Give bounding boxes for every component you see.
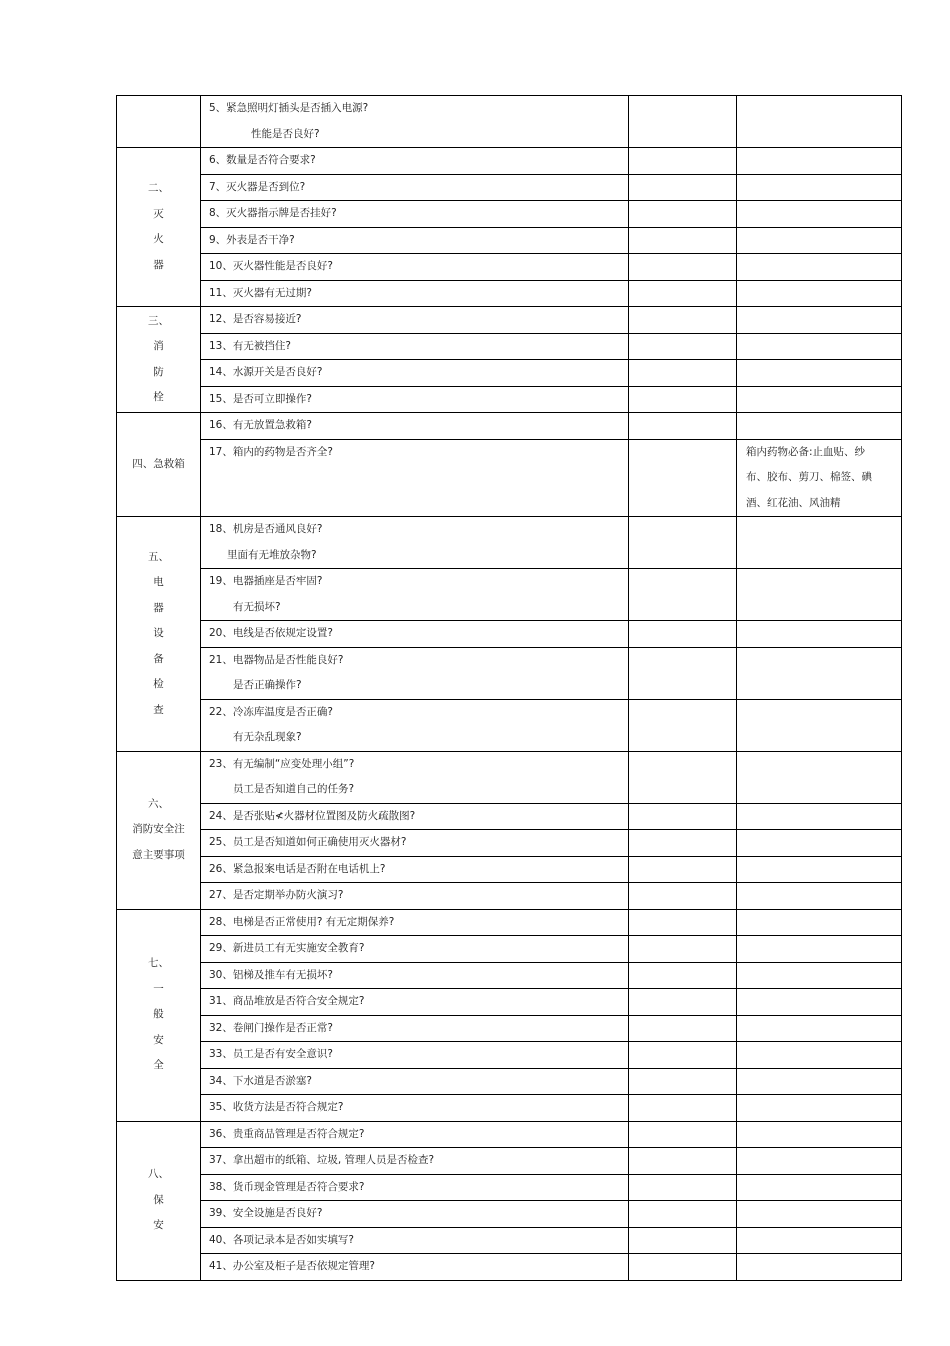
remark-cell[interactable]: [737, 1015, 902, 1042]
category-label: 电: [153, 576, 164, 588]
check-item-cell: [201, 989, 629, 1016]
result-cell[interactable]: [629, 96, 737, 148]
check-item-text: 39、安全设施是否良好?: [209, 1207, 323, 1219]
check-item-text: 30、铝梯及推车有无损坏?: [209, 968, 333, 981]
check-item-cell: [201, 227, 629, 254]
category-cell: [117, 413, 201, 517]
category-cell: [117, 96, 201, 148]
check-item-text: 18、机房是否通风良好?: [209, 523, 323, 535]
category-cell: [117, 307, 201, 413]
checklist-row: [117, 1254, 902, 1281]
check-item-cell: [201, 647, 629, 699]
result-cell[interactable]: [629, 621, 737, 648]
remark-text: 布、胶布、剪刀、棉签、碘: [746, 471, 872, 483]
result-cell[interactable]: [629, 909, 737, 936]
check-item-text: 9、外表是否干净?: [209, 233, 295, 246]
result-cell[interactable]: [629, 1095, 737, 1122]
result-cell[interactable]: [629, 699, 737, 751]
category-label: 检: [153, 678, 164, 690]
check-item-cell: [201, 1201, 629, 1228]
category-cell: [117, 148, 201, 307]
checklist-row: [117, 517, 902, 569]
remark-cell[interactable]: [737, 962, 902, 989]
remark-cell[interactable]: [737, 803, 902, 830]
check-item-subtext: 有无杂乱现象?: [233, 731, 302, 743]
category-label: 安: [153, 1219, 164, 1232]
remark-cell[interactable]: [737, 307, 902, 334]
result-cell[interactable]: [629, 830, 737, 857]
result-cell[interactable]: [629, 1201, 737, 1228]
result-cell[interactable]: [629, 936, 737, 963]
result-cell[interactable]: [629, 1042, 737, 1069]
remark-cell[interactable]: [737, 227, 902, 254]
check-item-text: 34、下水道是否淤塞?: [209, 1074, 312, 1087]
checklist-row: [117, 148, 902, 175]
checklist-row: [117, 936, 902, 963]
checklist-row: [117, 413, 902, 440]
check-item-text: 19、电器插座是否牢固?: [209, 575, 323, 587]
check-item-text: 40、各项记录本是否如实填写?: [209, 1233, 354, 1246]
check-item-cell: [201, 254, 629, 281]
check-item-cell: [201, 1148, 629, 1175]
check-item-cell: [201, 803, 629, 830]
result-cell[interactable]: [629, 1121, 737, 1148]
remark-cell[interactable]: [737, 201, 902, 228]
checklist-row: [117, 1121, 902, 1148]
result-cell[interactable]: [629, 280, 737, 307]
category-label: 消防安全注: [132, 823, 185, 836]
remark-cell[interactable]: [737, 413, 902, 440]
check-item-text: 20、电线是否依规定设置?: [209, 627, 333, 639]
result-cell[interactable]: [629, 1254, 737, 1281]
check-item-text: 5、紧急照明灯插头是否插入电源?: [209, 102, 369, 114]
check-item-text: 8、灭火器指示牌是否挂好?: [209, 207, 337, 219]
remark-cell[interactable]: [737, 280, 902, 307]
remark-cell[interactable]: [737, 830, 902, 857]
check-item-cell: [201, 883, 629, 910]
result-cell[interactable]: [629, 148, 737, 175]
category-label: 意主要事项: [132, 848, 185, 861]
check-item-text: 38、货币现金管理是否符合要求?: [209, 1180, 365, 1193]
category-label: 全: [153, 1059, 164, 1072]
check-item-text: 26、紧急报案电话是否附在电话机上?: [209, 862, 386, 875]
check-item-text: 23、有无编制“应变处理小组”?: [209, 757, 355, 770]
check-item-cell: [201, 174, 629, 201]
remark-cell[interactable]: [737, 1068, 902, 1095]
safety-checklist-table: [116, 95, 902, 1281]
check-item-text: 25、员工是否知道如何正确使用灭火器材?: [209, 836, 407, 848]
check-item-cell: [201, 962, 629, 989]
check-item-cell: [201, 1227, 629, 1254]
checklist-row: [117, 883, 902, 910]
check-item-text: 7、灭火器是否到位?: [209, 180, 306, 193]
result-cell[interactable]: [629, 803, 737, 830]
check-item-text: 35、收货方法是否符合规定?: [209, 1101, 344, 1113]
category-label: 一: [153, 982, 164, 995]
checklist-row: [117, 1068, 902, 1095]
remark-cell[interactable]: [737, 96, 902, 148]
result-cell[interactable]: [629, 174, 737, 201]
category-label: 保: [153, 1193, 164, 1206]
checklist-row: [117, 360, 902, 387]
check-item-subtext: 是否正确操作?: [233, 679, 302, 691]
category-label: 器: [153, 258, 164, 271]
check-item-text: 37、拿出超市的纸箱、垃圾, 管理人员是否检查?: [209, 1154, 435, 1166]
remark-cell[interactable]: [737, 989, 902, 1016]
check-item-text: 10、灭火器性能是否良好?: [209, 260, 333, 272]
check-item-text: 12、是否容易接近?: [209, 313, 302, 325]
result-cell[interactable]: [629, 360, 737, 387]
checklist-row: [117, 333, 902, 360]
checklist-row: [117, 227, 902, 254]
category-cell: [117, 909, 201, 1121]
remark-cell[interactable]: [737, 883, 902, 910]
safety-checklist-sheet: [116, 95, 901, 1272]
check-item-text: 15、是否可立即操作?: [209, 392, 312, 405]
checklist-row: [117, 1095, 902, 1122]
checklist-row: [117, 803, 902, 830]
remark-cell[interactable]: [737, 333, 902, 360]
result-cell[interactable]: [629, 254, 737, 281]
check-item-cell: [201, 517, 629, 569]
category-label: 灭: [153, 207, 164, 220]
check-item-cell: [201, 621, 629, 648]
checklist-row: [117, 307, 902, 334]
check-item-cell: [201, 751, 629, 803]
check-item-subtext: 性能是否良好?: [251, 127, 320, 140]
remark-cell[interactable]: [737, 517, 902, 569]
result-cell[interactable]: [629, 1148, 737, 1175]
category-label: 四、急救箱: [132, 457, 185, 470]
checklist-row: [117, 1015, 902, 1042]
category-label: 查: [153, 703, 164, 716]
check-item-cell: [201, 386, 629, 413]
check-item-subtext: 里面有无堆放杂物?: [227, 548, 317, 561]
category-label: 备: [153, 652, 164, 665]
category-label: 设: [153, 627, 164, 639]
check-item-cell: [201, 830, 629, 857]
check-item-cell: [201, 439, 629, 517]
checklist-row: [117, 699, 902, 751]
check-item-text: 14、水源开关是否良好?: [209, 366, 323, 378]
remark-cell[interactable]: [737, 569, 902, 621]
remark-cell[interactable]: [737, 439, 902, 517]
result-cell[interactable]: [629, 1015, 737, 1042]
check-item-text: 13、有无被挡住?: [209, 339, 291, 352]
result-cell[interactable]: [629, 307, 737, 334]
check-item-text: 31、商品堆放是否符合安全规定?: [209, 995, 365, 1007]
remark-cell[interactable]: [737, 1042, 902, 1069]
category-cell: [117, 517, 201, 752]
checklist-row: [117, 1148, 902, 1175]
check-item-cell: [201, 280, 629, 307]
checklist-row: [117, 96, 902, 148]
checklist-row: [117, 386, 902, 413]
check-item-cell: [201, 699, 629, 751]
category-label: 防: [153, 365, 164, 378]
category-cell: [117, 1121, 201, 1280]
category-label: 三、: [148, 314, 169, 327]
checklist-row: [117, 174, 902, 201]
check-item-cell: [201, 307, 629, 334]
remark-cell[interactable]: [737, 148, 902, 175]
result-cell[interactable]: [629, 883, 737, 910]
remark-cell[interactable]: [737, 1201, 902, 1228]
category-label: 六、: [148, 797, 169, 810]
check-item-text: 32、卷闸门操作是否正常?: [209, 1021, 333, 1034]
checklist-row: [117, 1201, 902, 1228]
check-item-cell: [201, 936, 629, 963]
remark-cell[interactable]: [737, 909, 902, 936]
result-cell[interactable]: [629, 386, 737, 413]
check-item-cell: [201, 1042, 629, 1069]
check-item-cell: [201, 201, 629, 228]
check-item-text: 29、新进员工有无实施安全教育?: [209, 942, 365, 954]
check-item-cell: [201, 856, 629, 883]
check-item-text: 33、员工是否有安全意识?: [209, 1048, 333, 1060]
check-item-cell: [201, 909, 629, 936]
check-item-subtext: 有无损坏?: [233, 600, 281, 613]
category-label: 火: [153, 233, 164, 245]
category-label: 二、: [148, 182, 169, 194]
check-item-cell: [201, 360, 629, 387]
checklist-body: [117, 96, 902, 1281]
remark-cell[interactable]: [737, 936, 902, 963]
check-item-cell: [201, 1015, 629, 1042]
checklist-row: [117, 751, 902, 803]
check-item-cell: [201, 1095, 629, 1122]
result-cell[interactable]: [629, 227, 737, 254]
result-cell[interactable]: [629, 1068, 737, 1095]
check-item-text: 36、贵重商品管理是否符合规定?: [209, 1127, 365, 1140]
checklist-row: [117, 647, 902, 699]
check-item-cell: [201, 413, 629, 440]
result-cell[interactable]: [629, 569, 737, 621]
result-cell[interactable]: [629, 439, 737, 517]
checklist-row: [117, 830, 902, 857]
remark-cell[interactable]: [737, 1148, 902, 1175]
remark-cell[interactable]: [737, 699, 902, 751]
result-cell[interactable]: [629, 517, 737, 569]
check-item-text: 11、灭火器有无过期?: [209, 286, 312, 299]
check-item-text: 28、电梯是否正常使用? 有无定期保养?: [209, 915, 395, 928]
category-label: 五、: [148, 550, 169, 563]
checklist-row: [117, 280, 902, 307]
check-item-cell: [201, 333, 629, 360]
checklist-row: [117, 856, 902, 883]
result-cell[interactable]: [629, 413, 737, 440]
check-item-cell: [201, 96, 629, 148]
result-cell[interactable]: [629, 1174, 737, 1201]
category-label: 安: [153, 1033, 164, 1046]
result-cell[interactable]: [629, 962, 737, 989]
checklist-row: [117, 962, 902, 989]
checklist-row: [117, 989, 902, 1016]
result-cell[interactable]: [629, 751, 737, 803]
result-cell[interactable]: [629, 333, 737, 360]
checklist-row: [117, 201, 902, 228]
result-cell[interactable]: [629, 647, 737, 699]
remark-cell[interactable]: [737, 621, 902, 648]
checklist-row: [117, 621, 902, 648]
remark-cell[interactable]: [737, 1095, 902, 1122]
remark-cell[interactable]: [737, 751, 902, 803]
checklist-row: [117, 909, 902, 936]
remark-cell[interactable]: [737, 1121, 902, 1148]
category-cell: [117, 751, 201, 909]
check-item-text: 16、有无放置急救箱?: [209, 419, 312, 431]
check-item-cell: [201, 1174, 629, 1201]
remark-cell[interactable]: [737, 254, 902, 281]
result-cell[interactable]: [629, 1227, 737, 1254]
remark-cell[interactable]: [737, 174, 902, 201]
check-item-cell: [201, 1068, 629, 1095]
remark-cell[interactable]: [737, 1174, 902, 1201]
remark-cell[interactable]: [737, 1227, 902, 1254]
remark-text: 酒、红花油、风油精: [746, 496, 841, 509]
remark-cell[interactable]: [737, 856, 902, 883]
remark-text: 箱内药物必备:止血贴、纱: [746, 445, 866, 458]
check-item-text: 24、是否张贴≮火器材位置图及防火疏散图?: [209, 809, 416, 822]
result-cell[interactable]: [629, 989, 737, 1016]
remark-cell[interactable]: [737, 1254, 902, 1281]
check-item-text: 6、数量是否符合要求?: [209, 154, 316, 166]
result-cell[interactable]: [629, 201, 737, 228]
check-item-text: 27、是否定期举办防火演习?: [209, 889, 344, 901]
checklist-row: [117, 1174, 902, 1201]
remark-cell[interactable]: [737, 360, 902, 387]
check-item-cell: [201, 1254, 629, 1281]
check-item-text: 17、箱内的药物是否齐全?: [209, 445, 333, 458]
check-item-cell: [201, 569, 629, 621]
checklist-row: [117, 569, 902, 621]
check-item-cell: [201, 1121, 629, 1148]
check-item-cell: [201, 148, 629, 175]
check-item-subtext: 员工是否知道自己的任务?: [233, 783, 355, 795]
check-item-text: 22、冷冻库温度是否正确?: [209, 705, 333, 718]
category-label: 七、: [148, 957, 169, 970]
checklist-row: [117, 439, 902, 517]
category-label: 般: [153, 1008, 164, 1021]
checklist-row: [117, 1227, 902, 1254]
checklist-row: [117, 1042, 902, 1069]
remark-cell[interactable]: [737, 647, 902, 699]
category-label: 器: [153, 601, 164, 614]
check-item-text: 21、电器物品是否性能良好?: [209, 653, 344, 666]
category-label: 栓: [153, 391, 164, 403]
category-label: 八、: [148, 1168, 169, 1181]
checklist-row: [117, 254, 902, 281]
category-label: 消: [153, 340, 164, 352]
check-item-text: 41、办公室及柜子是否依规定管理?: [209, 1260, 375, 1272]
remark-cell[interactable]: [737, 386, 902, 413]
result-cell[interactable]: [629, 856, 737, 883]
